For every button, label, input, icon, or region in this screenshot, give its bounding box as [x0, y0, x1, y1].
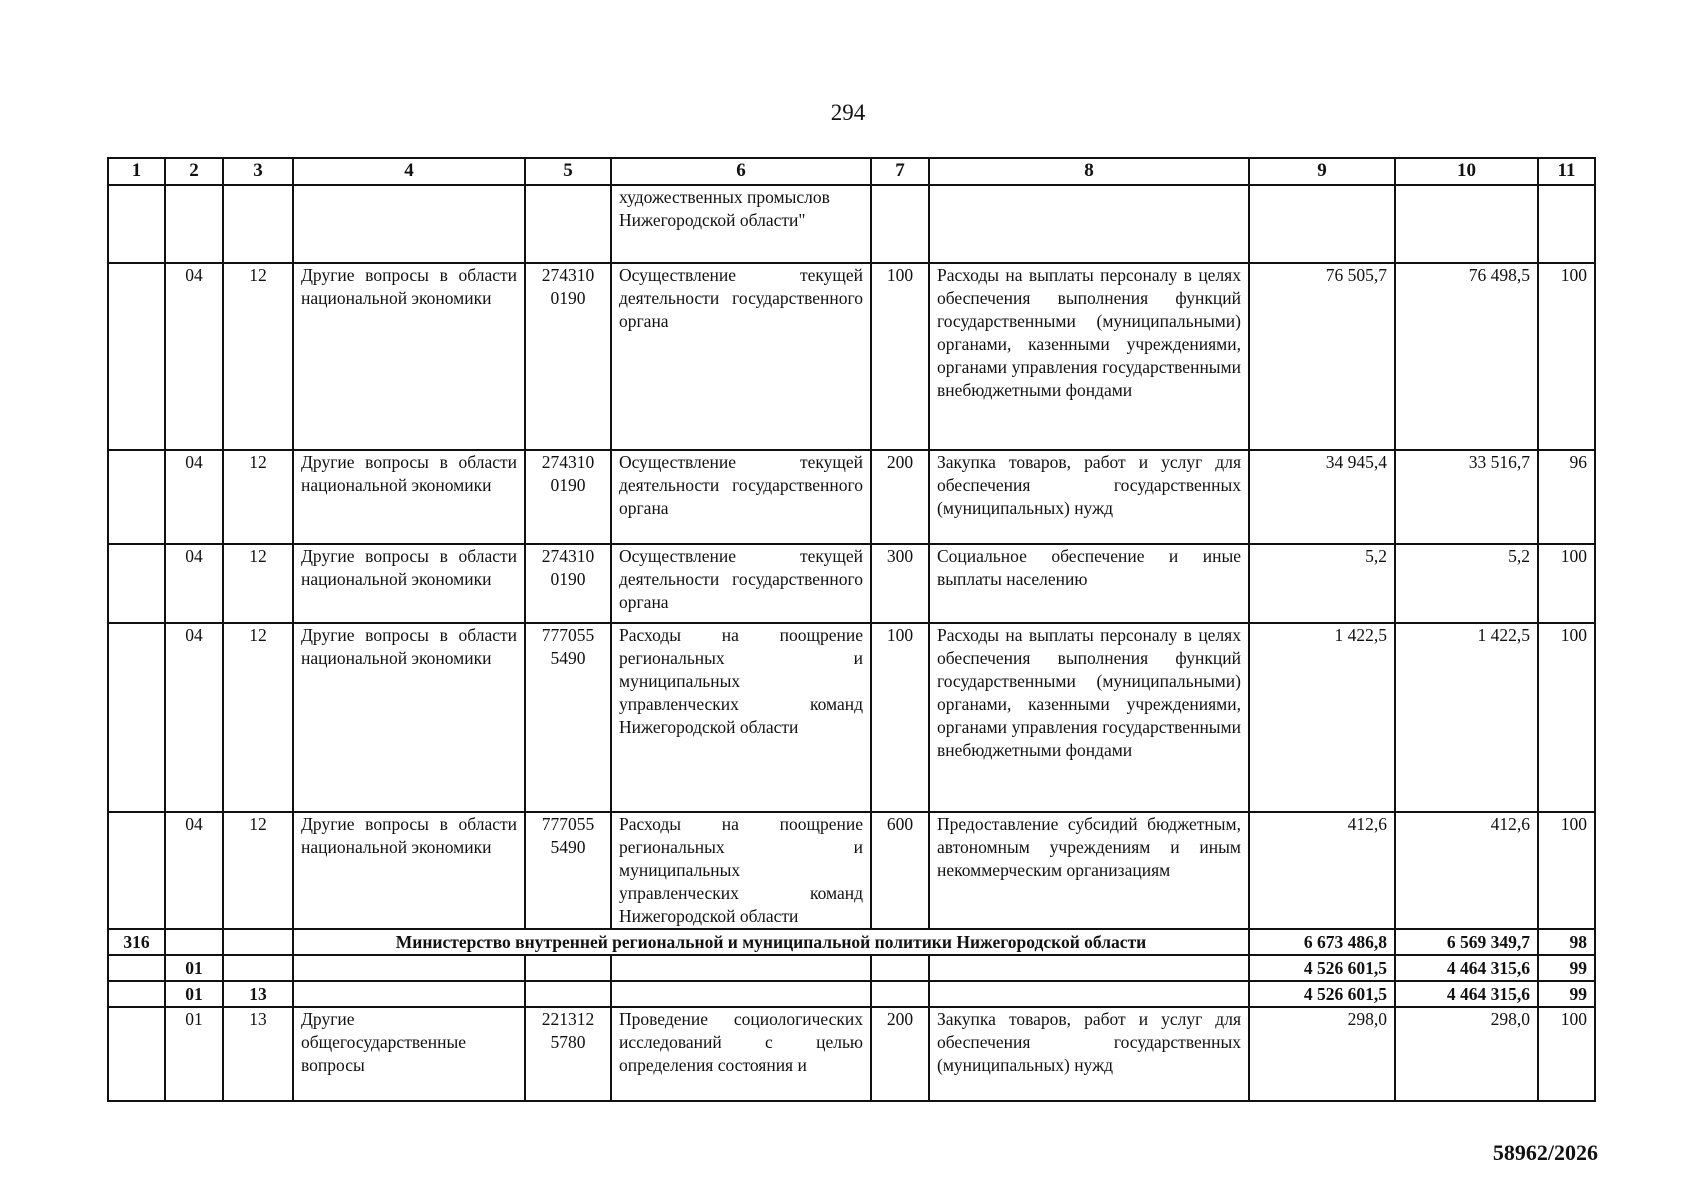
cell-section — [165, 185, 223, 263]
cell-subsection — [223, 929, 293, 955]
cell-article-name: Проведение социологических исследований с целью определения состояния и — [611, 1007, 871, 1101]
cell-executed-amount: 412,6 — [1395, 812, 1538, 929]
cell-section-name — [293, 185, 525, 263]
cell-executed-amount: 33 516,7 — [1395, 450, 1538, 544]
table-row — [108, 450, 1595, 544]
cell-planned-amount: 1 422,5 — [1249, 623, 1395, 812]
cell-subsection — [223, 185, 293, 263]
cell-article-name: Осуществление текущей деятельности государственного органа — [611, 263, 871, 450]
cell-percent: 99 — [1538, 981, 1595, 1007]
table-row — [108, 623, 1595, 812]
cell-section-name: Другие вопросы в области национальной экономики — [293, 623, 525, 812]
cell-section-name — [293, 955, 525, 981]
cell-agency-code: 316 — [108, 929, 165, 955]
cell-subsection — [223, 955, 293, 981]
cell-planned-amount: 4 526 601,5 — [1249, 955, 1395, 981]
cell-subsection: 13 — [223, 981, 293, 1007]
cell-executed-amount: 4 464 315,6 — [1395, 981, 1538, 1007]
cell-percent: 100 — [1538, 263, 1595, 450]
cell-executed-amount: 76 498,5 — [1395, 263, 1538, 450]
cell-expense-type — [871, 981, 929, 1007]
cell-subsection: 12 — [223, 544, 293, 623]
cell-article-name: Осуществление текущей деятельности государственного органа — [611, 544, 871, 623]
cell-percent — [1538, 185, 1595, 263]
cell-target-article — [525, 185, 611, 263]
cell-planned-amount: 5,2 — [1249, 544, 1395, 623]
table-row — [108, 263, 1595, 450]
header-row — [108, 158, 1595, 185]
col-header-7: 7 — [871, 158, 929, 185]
cell-planned-amount: 76 505,7 — [1249, 263, 1395, 450]
cell-expense-type: 200 — [871, 450, 929, 544]
cell-planned-amount: 34 945,4 — [1249, 450, 1395, 544]
cell-agency-code — [108, 544, 165, 623]
page-number: 294 — [830, 100, 866, 125]
col-header-6: 6 — [611, 158, 871, 185]
cell-percent: 100 — [1538, 544, 1595, 623]
cell-section: 01 — [165, 981, 223, 1007]
cell-article-name — [611, 981, 871, 1007]
cell-section-name: Другие вопросы в области национальной экономики — [293, 263, 525, 450]
cell-section-name: Другие вопросы в области национальной экономики — [293, 812, 525, 929]
cell-agency-code — [108, 185, 165, 263]
cell-expense-type: 600 — [871, 812, 929, 929]
col-header-8: 8 — [929, 158, 1249, 185]
cell-subsection: 12 — [223, 450, 293, 544]
table-row — [108, 185, 1595, 263]
cell-executed-amount: 4 464 315,6 — [1395, 955, 1538, 981]
cell-planned-amount: 298,0 — [1249, 1007, 1395, 1101]
cell-section-name — [293, 981, 525, 1007]
cell-section-name: Другие общегосударственные вопросы — [293, 1007, 525, 1101]
cell-target-article: 777055 5490 — [525, 812, 611, 929]
cell-percent: 99 — [1538, 955, 1595, 981]
subsection-total-row — [108, 981, 1595, 1007]
cell-target-article: 274310 0190 — [525, 450, 611, 544]
cell-agency-code — [108, 623, 165, 812]
cell-expense-type: 100 — [871, 263, 929, 450]
cell-subsection: 12 — [223, 263, 293, 450]
cell-section: 01 — [165, 955, 223, 981]
cell-article-name: Осуществление текущей деятельности государственного органа — [611, 450, 871, 544]
cell-subsection: 12 — [223, 812, 293, 929]
cell-target-article — [525, 955, 611, 981]
cell-article-name: Расходы на поощрение региональных и муниципальных управленческих команд Нижегородской области — [611, 812, 871, 929]
cell-executed-amount — [1395, 185, 1538, 263]
table-row — [108, 544, 1595, 623]
cell-article-name — [611, 955, 871, 981]
ministry-total-row — [108, 929, 1595, 955]
cell-expense-type-name: Предоставление субсидий бюджетным, автономным учреждениям и иным некоммерческим организациям — [929, 812, 1249, 929]
cell-article-name: Расходы на поощрение региональных и муниципальных управленческих команд Нижегородской области — [611, 623, 871, 812]
cell-section-name: Другие вопросы в области национальной экономики — [293, 544, 525, 623]
cell-target-article: 274310 0190 — [525, 263, 611, 450]
col-header-4: 4 — [293, 158, 525, 185]
cell-planned-amount: 6 673 486,8 — [1249, 929, 1395, 955]
cell-agency-code — [108, 1007, 165, 1101]
col-header-3: 3 — [223, 158, 293, 185]
table-row — [108, 1007, 1595, 1101]
cell-section-name: Другие вопросы в области национальной экономики — [293, 450, 525, 544]
cell-percent: 96 — [1538, 450, 1595, 544]
col-header-10: 10 — [1395, 158, 1538, 185]
cell-executed-amount: 1 422,5 — [1395, 623, 1538, 812]
cell-expense-type-name: Расходы на выплаты персоналу в целях обеспечения выполнения функций государственными (муниципальными) органами, казенными учреждениями, органами управления государственными внебюджетными фондами — [929, 263, 1249, 450]
cell-expense-type: 300 — [871, 544, 929, 623]
cell-section: 04 — [165, 263, 223, 450]
cell-planned-amount — [1249, 185, 1395, 263]
cell-expense-type: 100 — [871, 623, 929, 812]
cell-expense-type-name — [929, 185, 1249, 263]
cell-target-article: 274310 0190 — [525, 544, 611, 623]
col-header-1: 1 — [108, 158, 165, 185]
cell-expense-type-name: Закупка товаров, работ и услуг для обеспечения государственных (муниципальных) нужд — [929, 1007, 1249, 1101]
cell-agency-code — [108, 263, 165, 450]
col-header-11: 11 — [1538, 158, 1595, 185]
cell-executed-amount: 5,2 — [1395, 544, 1538, 623]
cell-section: 04 — [165, 544, 223, 623]
col-header-9: 9 — [1249, 158, 1395, 185]
cell-target-article: 221312 5780 — [525, 1007, 611, 1101]
cell-agency-code — [108, 955, 165, 981]
cell-expense-type-name — [929, 955, 1249, 981]
cell-executed-amount: 6 569 349,7 — [1395, 929, 1538, 955]
cell-target-article — [525, 981, 611, 1007]
cell-expense-type: 200 — [871, 1007, 929, 1101]
cell-percent: 98 — [1538, 929, 1595, 955]
cell-section: 01 — [165, 1007, 223, 1101]
col-header-2: 2 — [165, 158, 223, 185]
cell-expense-type-name: Социальное обеспечение и иные выплаты населению — [929, 544, 1249, 623]
col-header-5: 5 — [525, 158, 611, 185]
cell-expense-type — [871, 955, 929, 981]
cell-percent: 100 — [1538, 812, 1595, 929]
table-row — [108, 812, 1595, 929]
cell-planned-amount: 412,6 — [1249, 812, 1395, 929]
cell-planned-amount: 4 526 601,5 — [1249, 981, 1395, 1007]
cell-agency-code — [108, 812, 165, 929]
cell-percent: 100 — [1538, 623, 1595, 812]
ministry-title: Министерство внутренней региональной и муниципальной политики Нижегородской области — [293, 929, 1249, 955]
cell-target-article: 777055 5490 — [525, 623, 611, 812]
cell-percent: 100 — [1538, 1007, 1595, 1101]
cell-article-name: художественных промыслов Нижегородской области" — [611, 185, 871, 263]
cell-subsection: 13 — [223, 1007, 293, 1101]
cell-agency-code — [108, 981, 165, 1007]
section-total-row — [108, 955, 1595, 981]
cell-agency-code — [108, 450, 165, 544]
cell-expense-type-name: Закупка товаров, работ и услуг для обеспечения государственных (муниципальных) нужд — [929, 450, 1249, 544]
cell-subsection: 12 — [223, 623, 293, 812]
cell-expense-type-name: Расходы на выплаты персоналу в целях обеспечения выполнения функций государственными (муниципальными) органами, казенными учреждениями, органами управления государственными внебюджетными фондами — [929, 623, 1249, 812]
budget-table — [107, 157, 1596, 1102]
cell-section: 04 — [165, 450, 223, 544]
cell-section: 04 — [165, 623, 223, 812]
cell-section — [165, 929, 223, 955]
cell-expense-type-name — [929, 981, 1249, 1007]
cell-expense-type — [871, 185, 929, 263]
cell-executed-amount: 298,0 — [1395, 1007, 1538, 1101]
cell-section: 04 — [165, 812, 223, 929]
document-id: 58962/2026 — [1492, 1140, 1598, 1165]
